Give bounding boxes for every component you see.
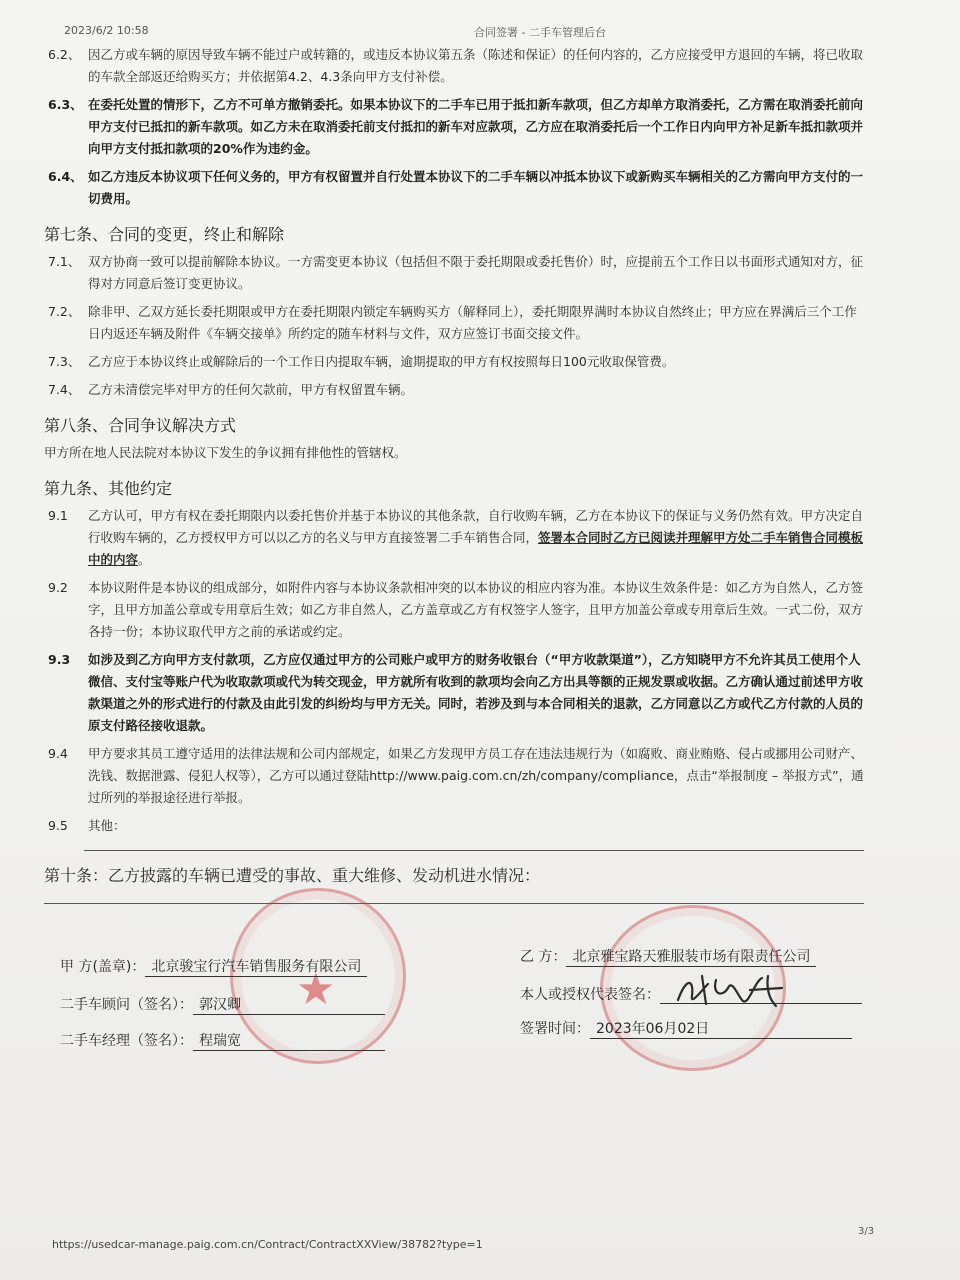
other-terms-line (84, 849, 864, 851)
seal-star-left: ★ (296, 964, 336, 1015)
clause-7-4: 7.4、 乙方未清偿完毕对甲方的任何欠款前，甲方有权留置车辆。 (48, 382, 414, 397)
date-value: 2023年06月02日 (590, 1018, 852, 1039)
consultant-value: 郭汉卿 (193, 994, 385, 1015)
date-row: 签署时间： 2023年06月02日 (520, 1018, 852, 1039)
section-10-title: 第十条：乙方披露的车辆已遭受的事故、重大维修、发动机进水情况： (44, 866, 541, 885)
consultant-row: 二手车顾问（签名）： 郭汉卿 (60, 994, 385, 1015)
print-datetime: 2023/6/2 10:58 (64, 24, 149, 37)
clause-7-1: 7.1、 双方协商一致可以提前解除本协议。一方需变更本协议（包括但不限于委托期限或委托售价）时，应提前五个工作日以书面形式通知对方，征得对方同意后签订变更协议。 (48, 254, 864, 291)
clause-6-3: 6.3、 在委托处置的情形下，乙方不可单方撤销委托。如果本协议下的二手车已用于抵扣新车款项，但乙方却单方取消委托，乙方需在取消委托前向甲方支付已抵扣的新车款项。如乙方未在取消委托前支付抵扣的新车对应款项，乙方应在取消委托后一个工作日内向甲方补足新车抵扣款项并向甲方支付抵扣款项的20%作为违约金。 (48, 97, 864, 156)
clause-6-2: 6.2、 因乙方或车辆的原因导致车辆不能过户或转籍的，或违反本协议第五条（陈述和保证）的任何内容的，乙方应接受甲方退回的车辆，将已收取的车款全部返还给购买方；并依据第4.2、4.3条向甲方支付补偿。 (48, 47, 864, 84)
section-8-text: 甲方所在地人民法院对本协议下发生的争议拥有排他性的管辖权。 (44, 445, 407, 460)
acknowledgement-underlined: 签署本合同时乙方已阅读并理解甲方处二手车销售合同模板中的内容 (88, 530, 864, 567)
clause-7-2: 7.2、 除非甲、乙双方延长委托期限或甲方在委托期限内锁定车辆购买方（解释同上），委托期限界满时本协议自然终止；甲方应在界满后三个工作日内返还车辆及附件《车辆交接单》所约定的随车材料与文件，双方应签订书面交接文件。 (48, 304, 857, 341)
clause-9-3: 9.3 如涉及到乙方向甲方支付款项，乙方应仅通过甲方的公司账户或甲方的财务收银台（“甲方收款渠道”），乙方知晓甲方不允许其员工使用个人微信、支付宝等账户代为收取款项或代为转交现金，甲方就所有收到的款项均会向乙方出具等额的正规发票或收据。乙方确认通过前述甲方收款渠道之外的形式进行的付款及由此引发的纠纷均与甲方无关。同时，若涉及到与本合同相关的退款，乙方同意以乙方或代乙方付款的人员的原支付路径接收退款。 (48, 652, 864, 733)
clause-9-1: 9.1 乙方认可，甲方有权在委托期限内以委托售价并基于本协议的其他条款，自行收购车辆，乙方在本协议下的保证与义务仍然有效。甲方决定自行收购车辆的，乙方授权甲方可以以乙方的名义与甲方直接签署二手车销售合同，签署本合同时乙方已阅读并理解甲方处二手车销售合同模板中的内容。 (48, 508, 864, 567)
party-a-value: 北京骏宝行汽车销售服务有限公司 (145, 956, 367, 977)
page-number: 3/3 (858, 1226, 875, 1237)
representative-row: 本人或授权代表签名： (520, 984, 862, 1004)
manager-value: 程瑞宽 (193, 1030, 385, 1051)
party-b-row: 乙 方： 北京雅宝路天雅服装市场有限责任公司 (520, 946, 816, 967)
section-9-title: 第九条、其他约定 (44, 479, 173, 498)
clause-9-2: 9.2 本协议附件是本协议的组成部分，如附件内容与本协议条款相冲突的以本协议的相应内容为准。本协议生效条件是：如乙方为自然人，乙方签字，且甲方加盖公章或专用章后生效；如乙方非自然人，乙方盖章或乙方有权签字人签字，且甲方加盖公章或专用章后生效。一式二份，双方各持一份；本协议取代甲方之前的承诺或约定。 (48, 580, 864, 639)
clause-9-5: 9.5 其他： (48, 818, 126, 833)
party-a-row: 甲 方(盖章)： 北京骏宝行汽车销售服务有限公司 (60, 956, 367, 977)
clause-7-3: 7.3、 乙方应于本协议终止或解除后的一个工作日内提取车辆，逾期提取的甲方有权按照每日100元收取保管费。 (48, 354, 675, 369)
party-b-value: 北京雅宝路天雅服装市场有限责任公司 (566, 946, 816, 967)
handwritten-signature (672, 970, 802, 1014)
contract-body (44, 44, 864, 904)
disclosure-line (44, 902, 864, 904)
clause-6-4: 6.4、 如乙方违反本协议项下任何义务的，甲方有权留置并自行处置本协议下的二手车辆以冲抵本协议下或新购买车辆相关的乙方需向甲方支付的一切费用。 (48, 169, 864, 206)
print-title: 合同签署 - 二手车管理后台 (474, 26, 606, 39)
section-7-title: 第七条、合同的变更，终止和解除 (44, 225, 285, 244)
footer-url: https://usedcar-manage.paig.com.cn/Contract/ContractXXView/38782?type=1 (52, 1238, 483, 1251)
section-8-title: 第八条、合同争议解决方式 (44, 416, 237, 435)
manager-row: 二手车经理（签名）： 程瑞宽 (60, 1030, 385, 1051)
clause-9-4: 9.4 甲方要求其员工遵守适用的法律法规和公司内部规定，如果乙方发现甲方员工存在违法违规行为（如腐败、商业贿赂、侵占或挪用公司财产、洗钱、数据泄露、侵犯人权等），乙方可以通过登陆http://www.paig.com.cn/zh/company/compliance，点击“举报制度 – 举报方式”，通过所列的举报途径进行举报。 (48, 746, 864, 805)
